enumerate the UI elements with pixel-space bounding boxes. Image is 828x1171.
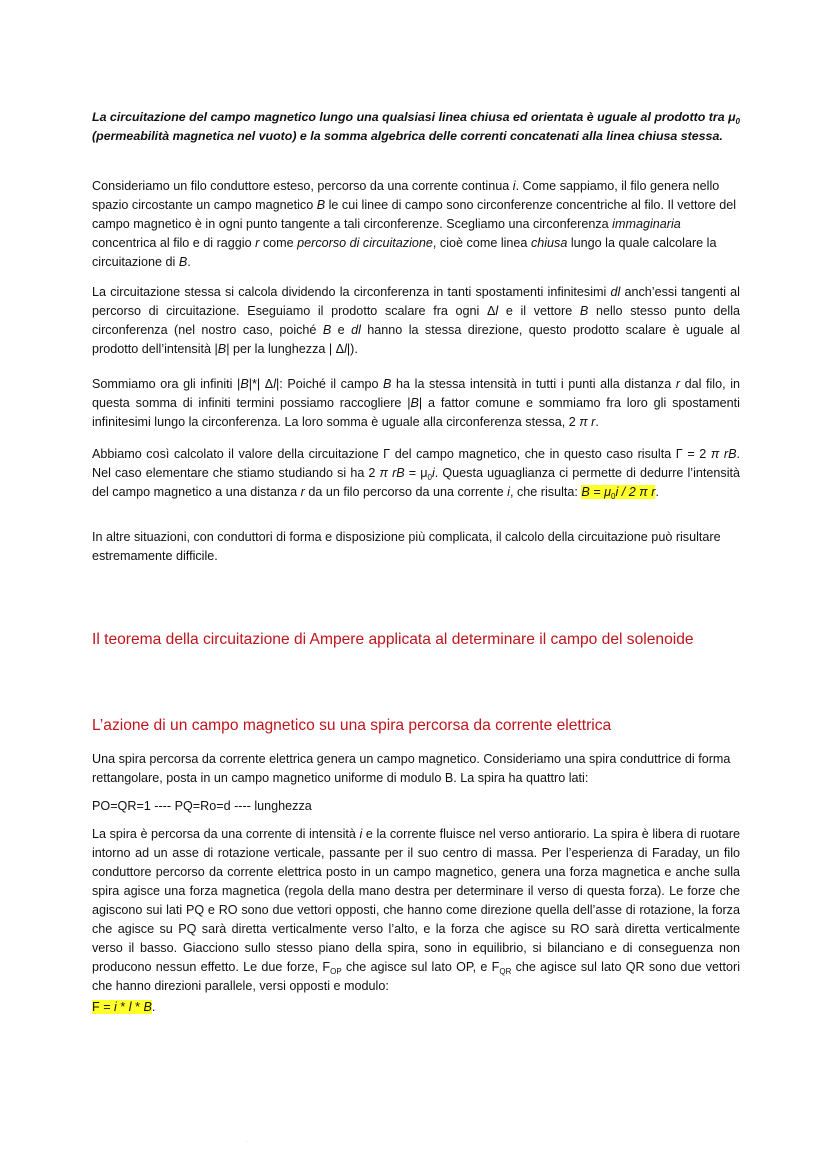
section-heading-loop: L’azione di un campo magnetico su una spira percorsa da corrente elettrica xyxy=(92,717,612,734)
highlighted-formula-b: $B = \mu_0i / 2$ π r xyxy=(581,485,656,501)
paragraph-force-formula: F = i * l * B. xyxy=(92,1000,156,1014)
paragraph-result: Abbiamo così calcolato il valore della circuitazione Γ del campo magnetico, che in questo caso risulta Γ = 2 π rB. Nel caso elementare che stiamo studiando si ha 2 π rB = $\mu_0i$. Questa uguaglianza ci permette di dedurre l’intensità del campo magnetico a una distanza r da un filo percorso da una corrente i, che risulta: $B = \mu_0i / 2$ π r. xyxy=(92,447,741,501)
paragraph-complex-cases: In altre situazioni, con conduttori di forma e disposizione più complicata, il calcolo della circuitazione può risultare estremamente difficile. xyxy=(92,530,721,563)
paragraph-loop-sides: PO=QR=1 ---- PQ=Ro=d ---- lunghezza xyxy=(92,799,312,813)
highlighted-formula-f: F = i * l * B xyxy=(92,1000,152,1014)
paragraph-loop-intro: Una spira percorsa da corrente elettrica genera un campo magnetico. Consideriamo una spira conduttrice di forma rettangolare, posta in un campo magnetico uniforme di modulo B. La spira ha quattro lati: xyxy=(92,752,731,785)
paragraph-loop-forces: La spira è percorsa da una corrente di intensità i e la corrente fluisce nel verso antiorario. La spira è libera di ruotare intorno ad un asse di rotazione verticale, passante per il suo centro di massa. Per l’esperienza di Faraday, un filo conduttore percorso da corrente elettrica posto in un campo magnetico, genera una forza magnetica e anche sulla spira agisce una forza magnetica (regola della mano destra per determinare il verso di questa forza). Le forze che agiscono sui lati PQ e RO sono due vettori opposti, che hanno come direzione quella dell’asse di rotazione, la forza che agisce su PQ sarà diretta verticalmente verso l’alto, e la forza che agisce su RO sarà diretta verticalmente verso il basso. Giacciono sullo stesso piano della spira, sono in equilibrio, si bilanciano e di conseguenza non producono nessun effetto. Le due forze, $F_{OP}$ che agisce sul lato OP, e $F_{QR}$ che agisce sul lato QR sono due vettori che hanno direzioni parallele, versi opposti e modulo: xyxy=(92,827,740,993)
section-heading-solenoid: Il teorema della circuitazione di Ampere applicata al determinare il campo del solenoide xyxy=(92,631,694,648)
paragraph-sum: Sommiamo ora gli infiniti |B|*| Δl|: Poiché il campo B ha la stessa intensità in tutti i punti alla distanza r dal filo, in questa somma di infiniti termini possiamo raccogliere |B| a fattor comune e sommiamo fra loro gli spostamenti infinitesimi lungo la circonferenza. La loro somma è uguale alla circonferenza stessa, 2 π r. xyxy=(92,377,740,429)
footer-mark: . xyxy=(246,1138,248,1144)
paragraph-circulation-calc: La circuitazione stessa si calcola dividendo la circonferenza in tanti spostamenti infinitesimi dl anch’essi tangenti al percorso di circuitazione. Eseguiamo il prodotto scalare fra ogni Δl e il vettore B nello stesso punto della circonferenza (nel nostro caso, poiché B e dl hanno la stessa direzione, questo prodotto scalare è uguale al prodotto dell’intensità |B| per la lunghezza | Δl|). xyxy=(92,285,741,356)
paragraph-wire-field: Consideriamo un filo conduttore esteso, percorso da una corrente continua i. Come sappiamo, il filo genera nello spazio circostante un campo magnetico B le cui linee di campo sono circonferenze concentriche al filo. Il vettore del campo magnetico è in ogni punto tangente a tali circonferenze. Scegliamo una circonferenza immaginaria concentrica al filo e di raggio r come percorso di circuitazione, cioè come linea chiusa lungo la quale calcolare la circuitazione di B. xyxy=(92,179,737,269)
theorem-statement: La circuitazione del campo magnetico lungo una qualsiasi linea chiusa ed orientata è uguale al prodotto tra $\mu_0$ (permeabilità magnetica nel vuoto) e la somma algebrica delle correnti concatenati alla linea chiusa stessa. xyxy=(92,110,740,143)
